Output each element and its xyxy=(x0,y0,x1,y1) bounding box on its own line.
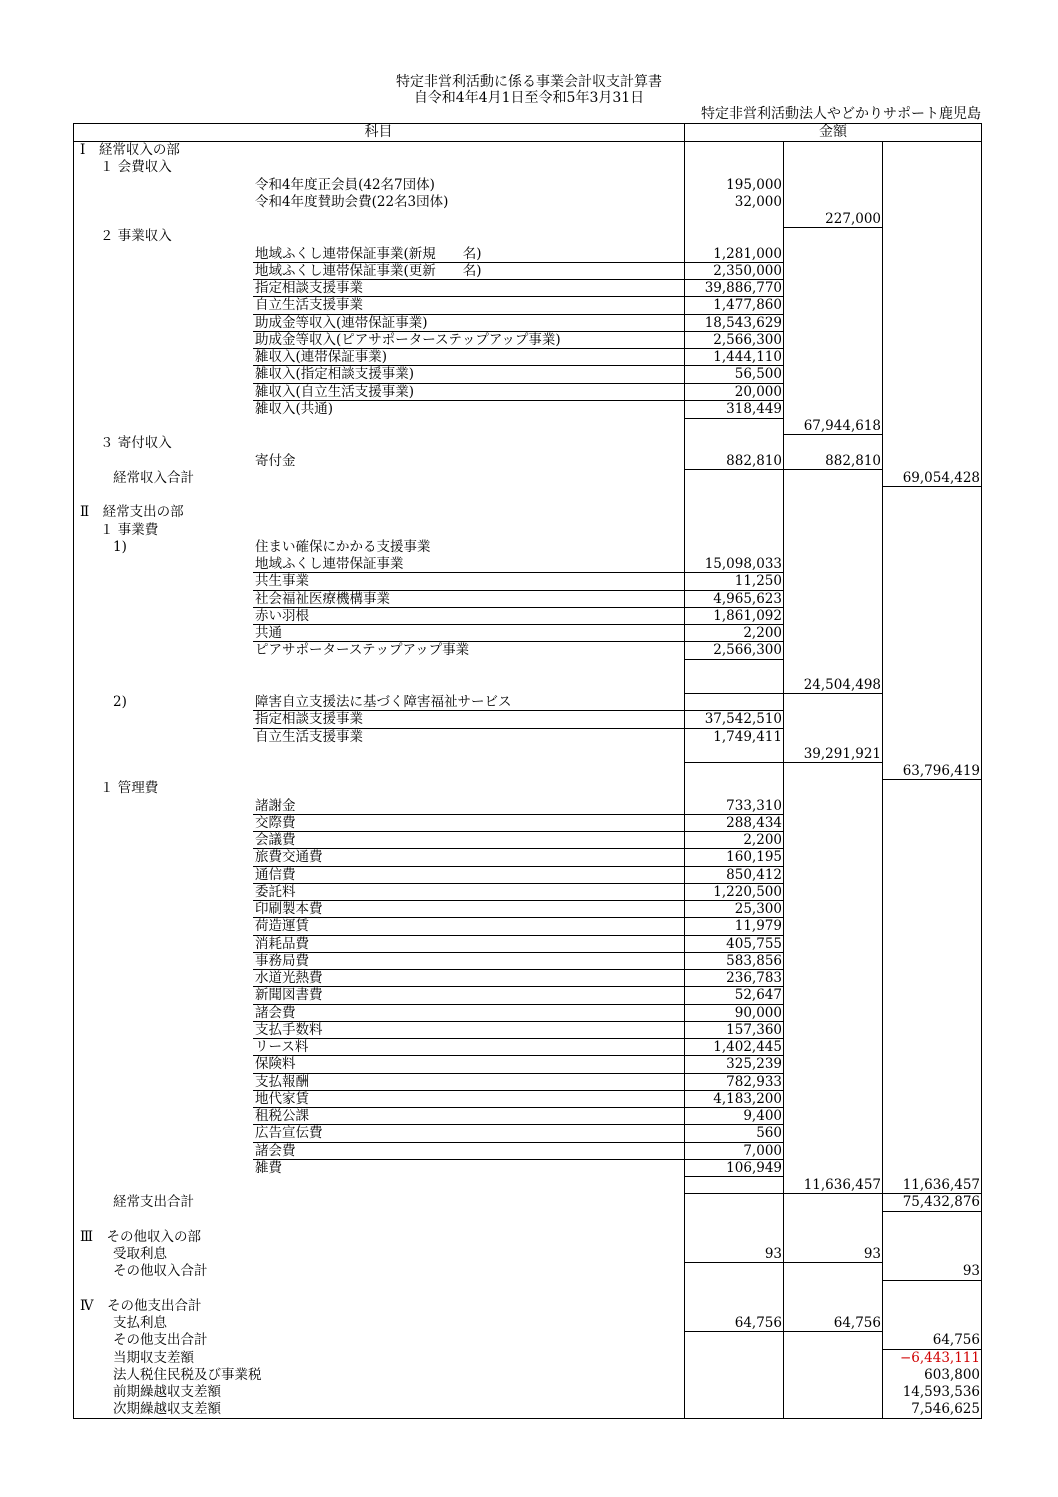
subsection-heading: １ 管理費 xyxy=(100,780,159,797)
line-item-label: 赤い羽根 xyxy=(255,607,309,624)
line-item-label: 自立生活支援事業 xyxy=(255,728,363,745)
line-item-label: 交際費 xyxy=(255,814,296,831)
line-item-label: 共生事業 xyxy=(255,573,309,590)
line-item-amount: 18,543,629 xyxy=(704,314,782,331)
row-rule xyxy=(253,883,783,884)
line-item-label: 雑収入(指定相談支援事業) xyxy=(255,366,415,383)
line-item-label: 寄付金 xyxy=(255,452,296,469)
line-item-label: 地域ふくし連帯保証事業(更新 名) xyxy=(255,262,482,279)
line-item-amount: 2,566,300 xyxy=(713,331,782,348)
section-heading: Ⅱ 経常支出の部 xyxy=(80,504,184,521)
line-item-amount: 4,183,200 xyxy=(713,1090,782,1107)
line-item-amount: 2,566,300 xyxy=(713,642,782,659)
line-item-label: 指定相談支援事業 xyxy=(255,280,363,296)
line-item-amount: 52,647 xyxy=(734,987,782,1004)
line-item-label: 新聞図書費 xyxy=(255,987,323,1004)
line-item-label: 諸謝金 xyxy=(255,797,296,814)
row-rule xyxy=(253,969,783,970)
subsection-heading: １ 会費収入 xyxy=(100,159,172,176)
line-item-amount: 39,886,770 xyxy=(704,280,782,296)
line-item-label: 助成金等収入(ピアサポーターステップアップ事業) xyxy=(255,331,561,348)
line-item-amount: 1,220,500 xyxy=(713,883,782,900)
column-divider xyxy=(783,141,784,1419)
subtotal-rule xyxy=(684,762,882,763)
line-item-label: 令和4年度正会員(42名7団体) xyxy=(255,176,435,193)
line-item-amount: 2,200 xyxy=(743,832,782,848)
line-item-label: 共通 xyxy=(255,625,282,641)
line-item-amount: 405,755 xyxy=(726,935,782,952)
line-item-amount: 583,856 xyxy=(726,952,782,969)
total-amount: 69,054,428 xyxy=(902,469,980,486)
line-item-amount: 560 xyxy=(756,1125,782,1142)
row-rule xyxy=(253,607,783,608)
line-item-label: 助成金等収入(連帯保証事業) xyxy=(255,314,428,331)
line-item-label: 諸会費 xyxy=(255,1004,296,1021)
subtotal-amount: 227,000 xyxy=(825,211,881,227)
line-item-label: ピアサポーターステップアップ事業 xyxy=(255,642,470,659)
subsection-heading: ３ 寄付収入 xyxy=(100,435,172,452)
row-rule xyxy=(253,1124,783,1125)
line-item-amount: 850,412 xyxy=(726,866,782,883)
line-item-amount: 2,200 xyxy=(743,625,782,641)
line-item-amount: 325,239 xyxy=(726,1056,782,1073)
subtotal-amount: 93 xyxy=(863,1246,881,1262)
line-item-amount: 1,281,000 xyxy=(713,245,782,262)
line-item-label: 広告宣伝費 xyxy=(255,1125,323,1142)
summary-label: 次期繰越収支差額 xyxy=(113,1401,221,1418)
line-item-label: リース料 xyxy=(255,1039,309,1055)
row-rule xyxy=(253,1021,783,1022)
line-item-label: 令和4年度賛助会費(22名3団体) xyxy=(255,193,449,210)
line-item-amount: 882,810 xyxy=(726,452,782,469)
total-label: 経常支出合計 xyxy=(113,1194,194,1211)
line-item-amount: 195,000 xyxy=(726,176,782,193)
subtotal-rule xyxy=(684,418,783,419)
line-item-label: 雑収入(共通) xyxy=(255,400,334,417)
row-rule xyxy=(253,1073,783,1074)
line-item-label: 地域ふくし連帯保証事業(新規 名) xyxy=(255,245,482,262)
subtotal-amount: 39,291,921 xyxy=(803,745,881,762)
line-item-label: 委託料 xyxy=(255,883,296,900)
line-item-amount: 20,000 xyxy=(734,383,782,400)
line-item-amount: 37,542,510 xyxy=(704,711,782,728)
line-item-amount: 4,965,623 xyxy=(713,590,782,607)
line-item-amount: 318,449 xyxy=(726,400,782,417)
line-item-label: 租税公課 xyxy=(255,1108,309,1124)
line-item-amount: 1,444,110 xyxy=(713,349,782,365)
row-rule xyxy=(253,917,783,918)
group-heading: 障害自立支援法に基づく障害福祉サービス xyxy=(255,694,512,710)
row-rule xyxy=(253,624,783,625)
section-heading: Ⅲ その他収入の部 xyxy=(80,1228,202,1245)
line-item-label: 事務局費 xyxy=(255,952,309,969)
row-rule xyxy=(253,1004,783,1005)
line-item-label: 地域ふくし連帯保証事業 xyxy=(255,556,404,572)
row-rule xyxy=(253,1055,783,1056)
line-item-amount: 160,195 xyxy=(726,849,782,866)
subtotal-amount: 64,756 xyxy=(833,1315,881,1331)
total-rule xyxy=(882,1211,982,1212)
subtotal-rule xyxy=(783,434,882,435)
header-amount: 金額 xyxy=(819,124,847,140)
summary-amount-negative: −6,443,111 xyxy=(899,1349,980,1366)
subtotal-rule xyxy=(684,469,882,470)
line-item-amount: 90,000 xyxy=(734,1004,782,1021)
total-label: 経常収入合計 xyxy=(113,469,194,486)
total-rule xyxy=(882,779,982,780)
total-rule xyxy=(882,1280,982,1281)
line-item-amount: 32,000 xyxy=(734,193,782,210)
line-item-amount: 157,360 xyxy=(726,1021,782,1038)
line-item-label: 雑収入(連帯保証事業) xyxy=(255,349,388,365)
row-rule xyxy=(253,1159,783,1160)
header-subject: 科目 xyxy=(364,124,393,140)
total-label: その他収入合計 xyxy=(113,1263,208,1280)
header-rule xyxy=(73,141,982,142)
total-amount: 11,636,457 xyxy=(902,1177,980,1193)
summary-label: 当期収支差額 xyxy=(113,1349,194,1366)
line-item-amount: 93 xyxy=(764,1246,782,1262)
line-item-label: 水道光熱費 xyxy=(255,970,323,986)
subtotal-rule xyxy=(684,1331,882,1332)
row-rule xyxy=(253,1038,783,1039)
total-amount: 93 xyxy=(962,1263,980,1280)
period: 自令和4年4月1日至令和5年3月31日 xyxy=(413,90,645,106)
line-item-label: 雑費 xyxy=(255,1159,282,1176)
subtotal-rule xyxy=(684,1176,783,1177)
total-amount: 64,756 xyxy=(932,1332,980,1349)
column-divider xyxy=(684,123,685,1419)
line-item-amount: 11,979 xyxy=(734,918,782,935)
summary-amount: 14,593,536 xyxy=(902,1384,980,1400)
group-heading: 住まい確保にかかる支援事業 xyxy=(255,538,431,555)
row-rule xyxy=(253,814,783,815)
row-rule xyxy=(253,1107,783,1108)
line-item-label: 会議費 xyxy=(255,832,296,848)
line-item-amount: 25,300 xyxy=(734,901,782,917)
subtotal-amount: 24,504,498 xyxy=(803,676,881,693)
line-item-amount: 7,000 xyxy=(743,1142,782,1159)
organization-name: 特定非営利活動法人やどかりサポート鹿児島 xyxy=(701,106,981,122)
section-heading: Ⅳ その他支出合計 xyxy=(80,1297,202,1314)
section-heading: Ⅰ 経常収入の部 xyxy=(80,142,180,158)
item-number: 2) xyxy=(113,694,127,710)
summary-label: 前期繰越収支差額 xyxy=(113,1384,221,1400)
total-amount: 75,432,876 xyxy=(902,1194,980,1211)
row-rule xyxy=(253,1142,783,1143)
line-item-amount: 15,098,033 xyxy=(704,556,782,572)
total-amount: 63,796,419 xyxy=(902,763,980,779)
line-item-label: 支払報酬 xyxy=(255,1073,309,1090)
line-item-amount: 1,477,860 xyxy=(713,297,782,314)
row-rule xyxy=(253,900,783,901)
row-rule xyxy=(253,952,783,953)
line-item-label: 自立生活支援事業 xyxy=(255,297,363,314)
line-item-amount: 236,783 xyxy=(726,970,782,986)
line-item-amount: 64,756 xyxy=(734,1315,782,1331)
line-item-amount: 733,310 xyxy=(726,797,782,814)
line-item-label: 支払手数料 xyxy=(255,1021,323,1038)
line-item-label: 通信費 xyxy=(255,866,296,883)
line-item-amount: 11,250 xyxy=(734,573,782,590)
row-rule xyxy=(253,986,783,987)
line-item-amount: 106,949 xyxy=(726,1159,782,1176)
line-item-label: 諸会費 xyxy=(255,1142,296,1159)
total-rule xyxy=(882,486,982,487)
line-item-amount: 2,350,000 xyxy=(713,262,782,279)
statement-table xyxy=(73,123,982,1419)
subsection-heading: １ 事業費 xyxy=(100,521,159,538)
subtotal-rule xyxy=(783,227,882,228)
row-rule xyxy=(253,866,783,867)
line-item-amount: 1,402,445 xyxy=(713,1039,782,1055)
line-item-label: 受取利息 xyxy=(113,1246,167,1262)
summary-amount: 7,546,625 xyxy=(911,1401,980,1418)
total-label: その他支出合計 xyxy=(113,1332,208,1349)
subtotal-rule xyxy=(684,1262,882,1263)
row-rule xyxy=(253,935,783,936)
line-item-label: 社会福祉医療機構事業 xyxy=(255,590,390,607)
line-item-label: 指定相談支援事業 xyxy=(255,711,363,728)
subsection-heading: ２ 事業収入 xyxy=(100,228,172,245)
line-item-label: 旅費交通費 xyxy=(255,849,323,866)
line-item-label: 荷造運賃 xyxy=(255,918,309,935)
line-item-label: 消耗品費 xyxy=(255,935,309,952)
subtotal-rule xyxy=(684,659,783,660)
line-item-label: 保険料 xyxy=(255,1056,296,1073)
summary-amount: 603,800 xyxy=(924,1366,980,1383)
subtotal-amount: 67,944,618 xyxy=(803,418,881,434)
subtotal-rule xyxy=(684,693,882,694)
row-rule xyxy=(253,572,783,573)
line-item-amount: 1,861,092 xyxy=(713,607,782,624)
line-item-amount: 288,434 xyxy=(726,814,782,831)
row-rule xyxy=(253,1090,783,1091)
line-item-amount: 9,400 xyxy=(743,1108,782,1124)
item-number: 1) xyxy=(113,538,127,555)
line-item-label: 印刷製本費 xyxy=(255,901,323,917)
line-item-amount: 1,749,411 xyxy=(713,728,782,745)
subtotal-amount: 11,636,457 xyxy=(803,1177,881,1193)
row-rule xyxy=(253,831,783,832)
row-rule xyxy=(253,848,783,849)
subtotal-amount: 882,810 xyxy=(825,452,881,469)
line-item-amount: 782,933 xyxy=(726,1073,782,1090)
line-item-label: 地代家賃 xyxy=(255,1090,309,1107)
document-title: 特定非営利活動に係る事業会計収支計算書 xyxy=(396,74,662,90)
line-item-label: 支払利息 xyxy=(113,1315,167,1331)
summary-label: 法人税住民税及び事業税 xyxy=(113,1366,262,1383)
line-item-amount: 56,500 xyxy=(734,366,782,383)
line-item-label: 雑収入(自立生活支援事業) xyxy=(255,383,415,400)
